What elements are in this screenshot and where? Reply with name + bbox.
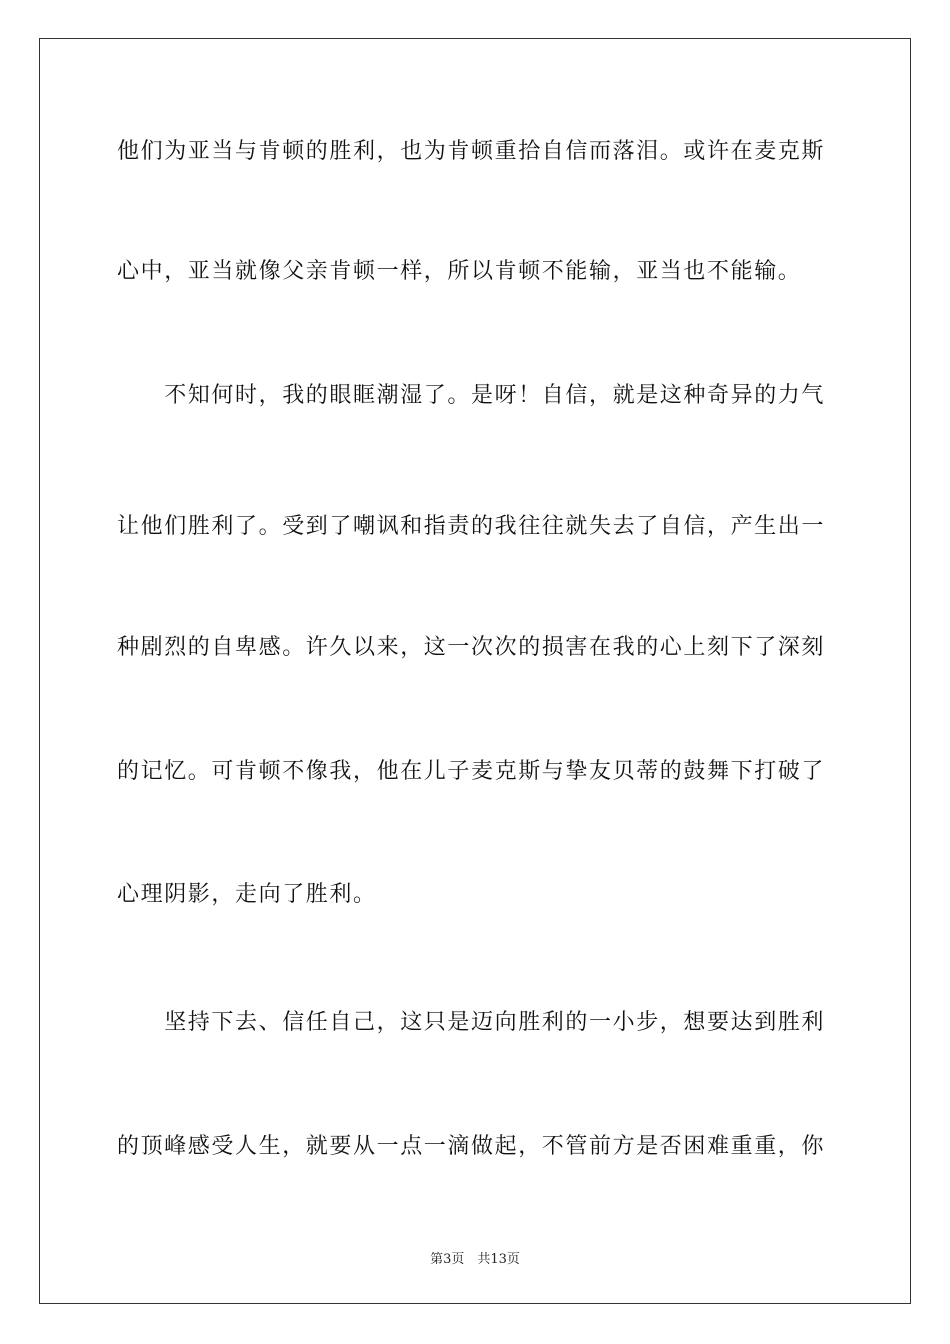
text-line: 心理阴影，走向了胜利。 (117, 882, 377, 907)
text-line: 他们为亚当与肯顿的胜利，也为肯顿重拾自信而落泪。或许在麦克斯 (117, 139, 826, 164)
text-line: 心中，亚当就像父亲肯顿一样，所以肯顿不能输，亚当也不能输。 (117, 259, 802, 284)
text-line: 种剧烈的自卑感。许久以来，这一次次的损害在我的心上刻下了深刻 (117, 635, 826, 660)
page-border (39, 38, 911, 1304)
text-line: 坚持下去、信任自己，这只是迈向胜利的一小步，想要达到胜利 (117, 1010, 826, 1035)
text-line: 不知何时，我的眼眶潮湿了。是呀！自信，就是这种奇异的力气 (117, 383, 826, 408)
text-line: 让他们胜利了。受到了嘲讽和指责的我往往就失去了自信，产生出一 (117, 514, 826, 539)
text-line: 的记忆。可肯顿不像我，他在儿子麦克斯与挚友贝蒂的鼓舞下打破了 (117, 759, 826, 784)
page-number-footer: 第3页 共13页 (430, 1252, 520, 1267)
text-line: 的顶峰感受人生，就要从一点一滴做起，不管前方是否困难重重，你 (117, 1134, 826, 1159)
